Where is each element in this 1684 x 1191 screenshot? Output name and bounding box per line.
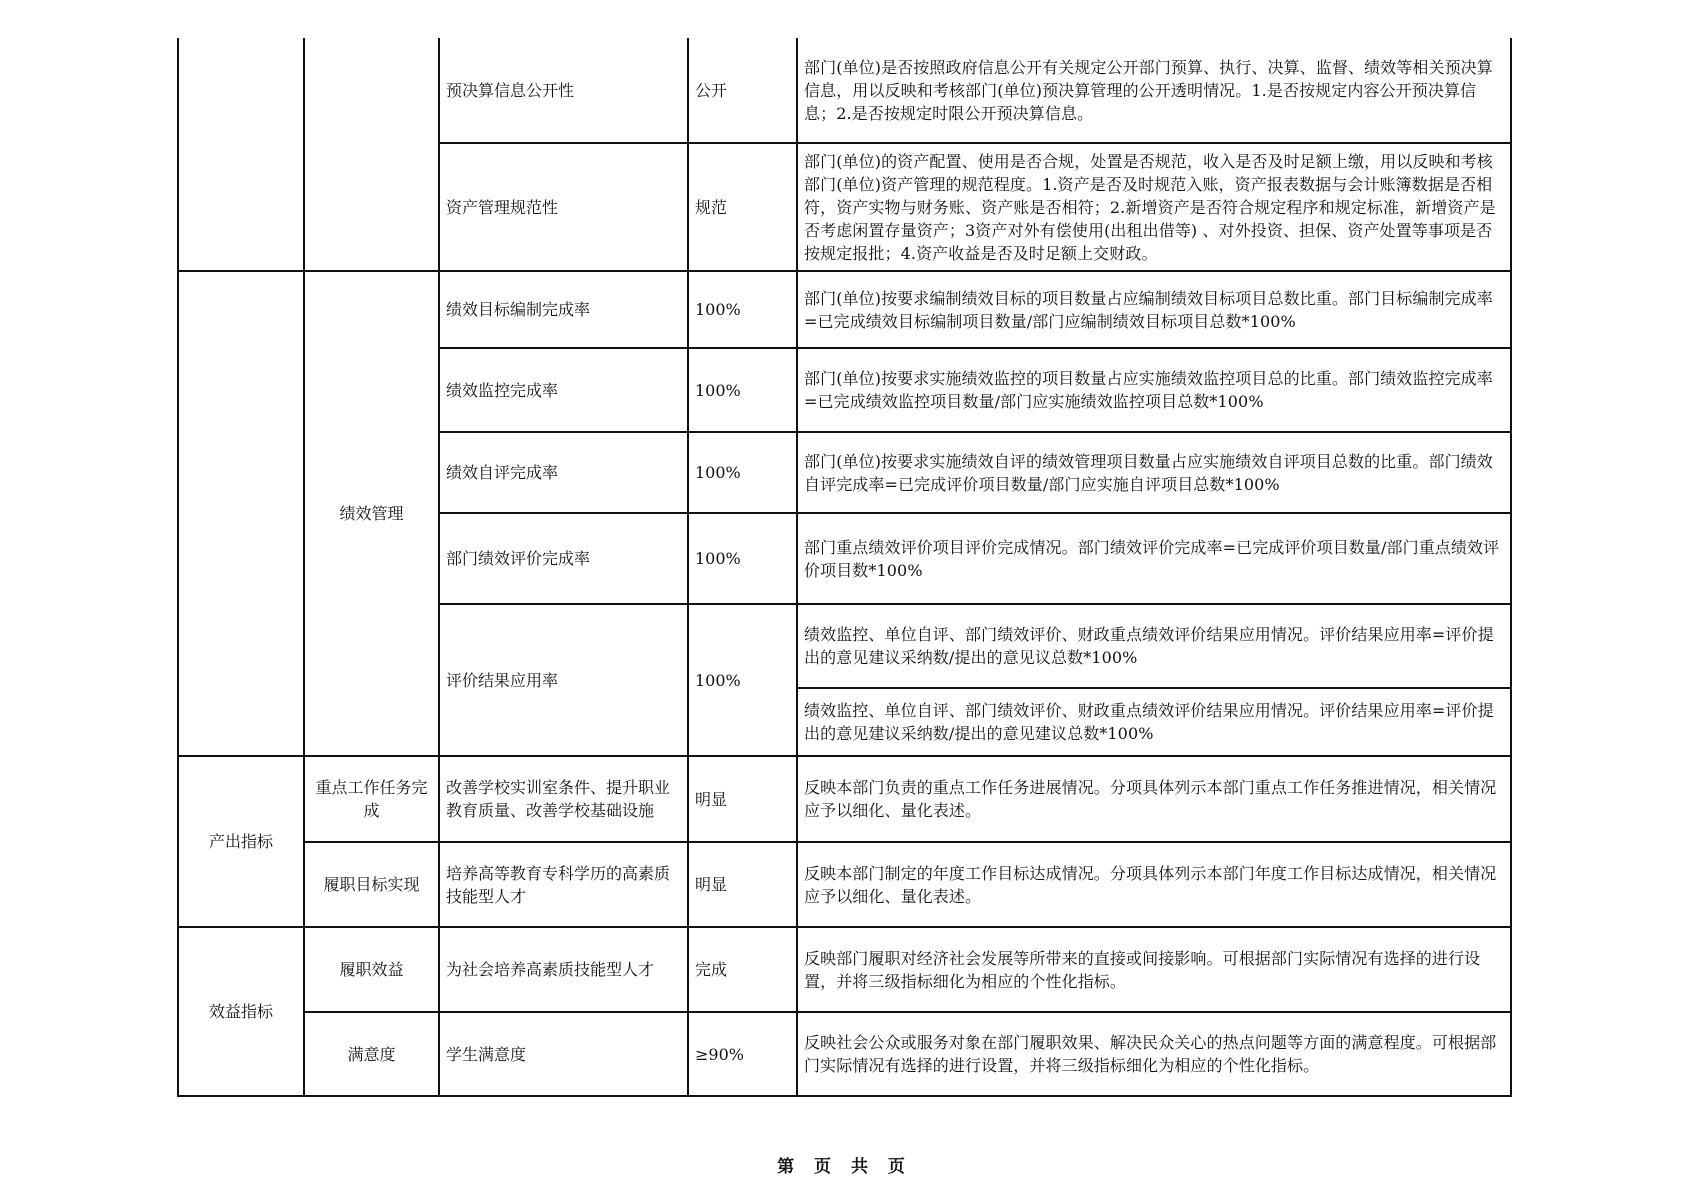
description-cell: 部门(单位)是否按照政府信息公开有关规定公开部门预算、执行、决算、监督、绩效等相关预决算信息，用以反映和考核部门(单位)预决算管理的公开透明情况。1.是否按规定内容公开预决算信息；2.是否按规定时限公开预决算信息。: [797, 38, 1511, 143]
table-row: [178, 927, 1511, 1012]
standard-cell: 明显: [688, 842, 797, 927]
table-row: [178, 1012, 1511, 1096]
standard-cell: 100%: [688, 604, 797, 756]
category-cell: [178, 38, 304, 271]
footer-page-suffix: 页: [814, 1157, 834, 1177]
standard-cell: 完成: [688, 927, 797, 1012]
standard-cell: ≥90%: [688, 1012, 797, 1096]
indicator-cell: 评价结果应用率: [439, 604, 688, 756]
indicator-cell: 绩效自评完成率: [439, 432, 688, 513]
standard-cell: 100%: [688, 271, 797, 348]
standard-cell: 100%: [688, 348, 797, 432]
description-cell: 部门(单位)按要求编制绩效目标的项目数量占应编制绩效目标项目总数比重。部门目标编制完成率=已完成绩效目标编制项目数量/部门应编制绩效目标项目总数*100%: [797, 271, 1511, 348]
performance-indicator-table: [177, 38, 1512, 1097]
table-row: [178, 38, 1511, 143]
subcategory-cell: 满意度: [304, 1012, 439, 1096]
indicator-cell: 绩效目标编制完成率: [439, 271, 688, 348]
subcategory-cell: 重点工作任务完成: [304, 756, 439, 842]
indicator-cell: 部门绩效评价完成率: [439, 513, 688, 604]
standard-cell: 100%: [688, 432, 797, 513]
footer-page-label: 第: [777, 1157, 797, 1177]
description-cell: 反映本部门制定的年度工作目标达成情况。分项具体列示本部门年度工作目标达成情况，相关情况应予以细化、量化表述。: [797, 842, 1511, 927]
indicator-cell: 资产管理规范性: [439, 143, 688, 271]
footer-total-suffix: 页: [887, 1157, 907, 1177]
description-cell: 反映部门履职对经济社会发展等所带来的直接或间接影响。可根据部门实际情况有选择的进行设置，并将三级指标细化为相应的个性化指标。: [797, 927, 1511, 1012]
table-row: [178, 271, 1511, 348]
standard-cell: 规范: [688, 143, 797, 271]
description-cell: 绩效监控、单位自评、部门绩效评价、财政重点绩效评价结果应用情况。评价结果应用率=评价提出的意见建议采纳数/提出的意见议总数*100%: [797, 604, 1511, 688]
subcategory-cell: 绩效管理: [304, 271, 439, 756]
category-cell: 产出指标: [178, 756, 304, 927]
standard-cell: 明显: [688, 756, 797, 842]
indicator-cell: 预决算信息公开性: [439, 38, 688, 143]
description-cell: 反映社会公众或服务对象在部门履职效果、解决民众关心的热点问题等方面的满意程度。可根据部门实际情况有选择的进行设置，并将三级指标细化为相应的个性化指标。: [797, 1012, 1511, 1096]
description-cell: 部门重点绩效评价项目评价完成情况。部门绩效评价完成率=已完成评价项目数量/部门重点绩效评价项目数*100%: [797, 513, 1511, 604]
description-cell: 部门(单位)按要求实施绩效自评的绩效管理项目数量占应实施绩效自评项目总数的比重。部门绩效自评完成率=已完成评价项目数量/部门应实施自评项目总数*100%: [797, 432, 1511, 513]
category-cell: [178, 271, 304, 756]
footer-total-label: 共: [850, 1157, 870, 1177]
subcategory-cell: 履职效益: [304, 927, 439, 1012]
table-row: [178, 756, 1511, 842]
table-row: [178, 842, 1511, 927]
indicator-cell: 绩效监控完成率: [439, 348, 688, 432]
category-cell: 效益指标: [178, 927, 304, 1096]
description-cell: 绩效监控、单位自评、部门绩效评价、财政重点绩效评价结果应用情况。评价结果应用率=评价提出的意见建议采纳数/提出的意见建议总数*100%: [797, 688, 1511, 756]
indicator-cell: 改善学校实训室条件、提升职业教育质量、改善学校基础设施: [439, 756, 688, 842]
indicator-cell: 培养高等教育专科学历的高素质技能型人才: [439, 842, 688, 927]
description-cell: 反映本部门负责的重点工作任务进展情况。分项具体列示本部门重点工作任务推进情况，相关情况应予以细化、量化表述。: [797, 756, 1511, 842]
standard-cell: 100%: [688, 513, 797, 604]
standard-cell: 公开: [688, 38, 797, 143]
subcategory-cell: [304, 38, 439, 271]
subcategory-cell: 履职目标实现: [304, 842, 439, 927]
page-footer: [0, 1152, 1684, 1177]
indicator-cell: 为社会培养高素质技能型人才: [439, 927, 688, 1012]
description-cell: 部门(单位)的资产配置、使用是否合规，处置是否规范，收入是否及时足额上缴，用以反映和考核部门(单位)资产管理的规范程度。1.资产是否及时规范入账，资产报表数据与会计账簿数据是否相符，资产实物与财务账、资产账是否相符；2.新增资产是否符合规定程序和规定标准，新增资产是否考虑闲置存量资产；3资产对外有偿使用(出租出借等) 、对外投资、担保、资产处置等事项是否按规定报批；4.资产收益是否及时足额上交财政。: [797, 143, 1511, 271]
description-cell: 部门(单位)按要求实施绩效监控的项目数量占应实施绩效监控项目总的比重。部门绩效监控完成率=已完成绩效监控项目数量/部门应实施绩效监控项目总数*100%: [797, 348, 1511, 432]
indicator-cell: 学生满意度: [439, 1012, 688, 1096]
